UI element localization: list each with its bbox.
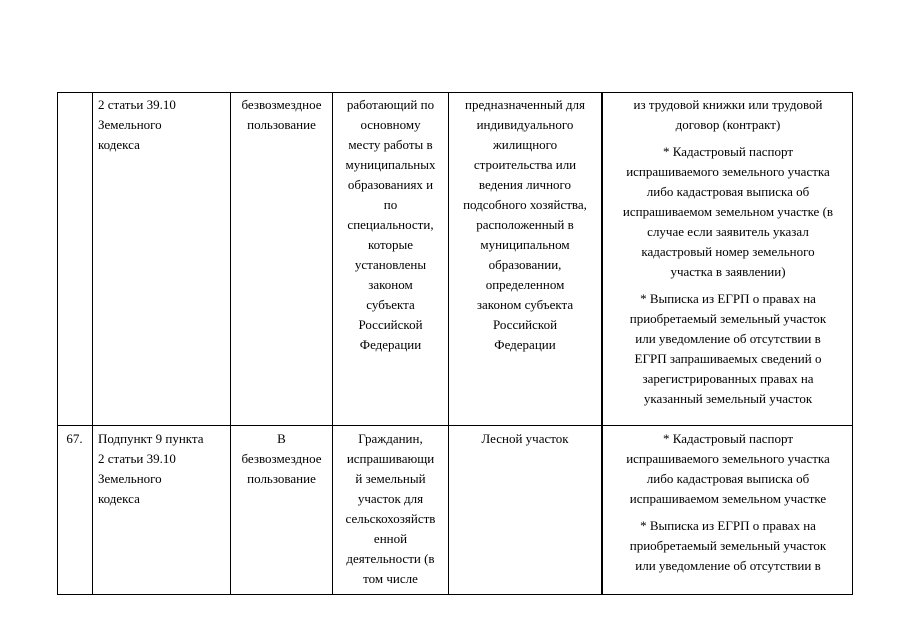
- applicant-text: которые: [368, 237, 413, 252]
- document-text: из трудовой книжки или трудовой: [633, 97, 823, 112]
- applicant-text: участок для: [357, 491, 424, 506]
- document-text: либо кадастровая выписка об: [646, 471, 810, 486]
- applicant-cell: [333, 95, 448, 355]
- applicant-text: муниципальных: [345, 157, 436, 172]
- right-type-text: пользование: [247, 471, 316, 486]
- applicant-text: субъекта: [366, 297, 415, 312]
- column-divider: [230, 92, 231, 595]
- parcel-text: расположенный в: [476, 217, 574, 232]
- document-table: [57, 92, 853, 595]
- applicant-text: енной: [373, 531, 408, 546]
- applicant-text: законом: [368, 277, 413, 292]
- parcel-text: подсобного хозяйства,: [463, 197, 587, 212]
- document-text: * Выписка из ЕГРП о правах на: [640, 291, 816, 306]
- applicant-text: испрашивающи: [346, 451, 435, 466]
- document-text: или уведомление об отсутствии в: [635, 558, 821, 573]
- row-divider: [57, 425, 853, 426]
- applicant-text: Российской: [358, 317, 423, 332]
- parcel-text: муниципальном: [480, 237, 570, 252]
- column-divider: [852, 92, 853, 595]
- article-text: 2 статьи 39.10: [98, 451, 176, 466]
- parcel-text: определенном: [485, 277, 565, 292]
- parcel-cell: [449, 95, 601, 355]
- parcel-text: предназначенный для: [465, 97, 585, 112]
- parcel-text: жилищного: [492, 137, 558, 152]
- article-text: кодекса: [98, 137, 140, 152]
- document-paragraph: [604, 429, 852, 509]
- document-text: * Кадастровый паспорт: [662, 144, 794, 159]
- document-paragraph: [604, 142, 852, 282]
- applicant-text: Гражданин,: [358, 431, 423, 446]
- document-text: зарегистрированных правах на: [642, 371, 814, 386]
- document-text: ЕГРП запрашиваемых сведений о: [634, 351, 822, 366]
- document-text: случае если заявитель указал: [647, 224, 809, 239]
- document-paragraph: [604, 95, 852, 135]
- parcel-text: ведения личного: [478, 177, 572, 192]
- parcel-text: строительства или: [473, 157, 577, 172]
- document-text: кадастровый номер земельного: [641, 244, 815, 259]
- document-text: испрашиваемом земельном участке (в: [622, 204, 834, 219]
- applicant-cell: [333, 429, 448, 589]
- article-text: Подпункт 9 пункта: [98, 431, 204, 446]
- article-cell: [98, 429, 228, 509]
- right-type-text: безвозмездное: [241, 451, 322, 466]
- parcel-text: Российской: [492, 317, 558, 332]
- column-divider: [601, 92, 603, 595]
- applicant-text: работающий по: [346, 97, 435, 112]
- article-cell: [98, 95, 228, 155]
- document-text: договор (контракт): [675, 117, 781, 132]
- document-text: или уведомление об отсутствии в: [635, 331, 821, 346]
- article-text: кодекса: [98, 491, 140, 506]
- documents-cell: [604, 429, 852, 583]
- document-text: испрашиваемом земельном участке: [629, 491, 827, 506]
- article-text: Земельного: [98, 471, 162, 486]
- document-text: указанный земельный участок: [643, 391, 813, 406]
- applicant-text: месту работы в: [348, 137, 433, 152]
- applicant-text: Федерации: [359, 337, 422, 352]
- right-type-cell: [231, 429, 332, 489]
- parcel-cell: [449, 429, 601, 449]
- right-type-cell: [231, 95, 332, 135]
- parcel-text: Лесной участок: [481, 431, 569, 446]
- document-paragraph: [604, 289, 852, 409]
- applicant-text: установлены: [354, 257, 427, 272]
- document-text: * Кадастровый паспорт: [662, 431, 794, 446]
- article-text: Земельного: [98, 117, 162, 132]
- parcel-text: Федерации: [494, 337, 556, 352]
- applicant-text: й земельный: [355, 471, 426, 486]
- document-text: испрашиваемого земельного участка: [626, 451, 830, 466]
- applicant-text: основному: [360, 117, 421, 132]
- applicant-text: том числе: [363, 571, 418, 586]
- document-text: участка в заявлении): [670, 264, 786, 279]
- documents-cell: [604, 95, 852, 416]
- right-type-text: пользование: [247, 117, 316, 132]
- document-paragraph: [604, 516, 852, 576]
- row-number: 67.: [66, 431, 83, 446]
- applicant-text: сельскохозяйств: [345, 511, 436, 526]
- applicant-text: по: [383, 197, 398, 212]
- table-top-border: [57, 92, 853, 93]
- parcel-text: индивидуального: [476, 117, 574, 132]
- table-bottom-border: [57, 594, 853, 595]
- article-text: 2 статьи 39.10: [98, 97, 176, 112]
- document-text: приобретаемый земельный участок: [629, 538, 827, 553]
- right-type-text: В: [277, 431, 286, 446]
- document-text: * Выписка из ЕГРП о правах на: [640, 518, 816, 533]
- applicant-text: деятельности (в: [346, 551, 435, 566]
- right-type-text: безвозмездное: [241, 97, 322, 112]
- applicant-text: образованиях и: [347, 177, 434, 192]
- column-divider: [57, 92, 58, 595]
- document-text: приобретаемый земельный участок: [629, 311, 827, 326]
- applicant-text: специальности,: [347, 217, 434, 232]
- parcel-text: законом субъекта: [476, 297, 574, 312]
- parcel-text: образовании,: [488, 257, 562, 272]
- row-number-cell: [57, 429, 92, 449]
- document-text: испрашиваемого земельного участка: [626, 164, 830, 179]
- document-text: либо кадастровая выписка об: [646, 184, 810, 199]
- column-divider: [92, 92, 93, 595]
